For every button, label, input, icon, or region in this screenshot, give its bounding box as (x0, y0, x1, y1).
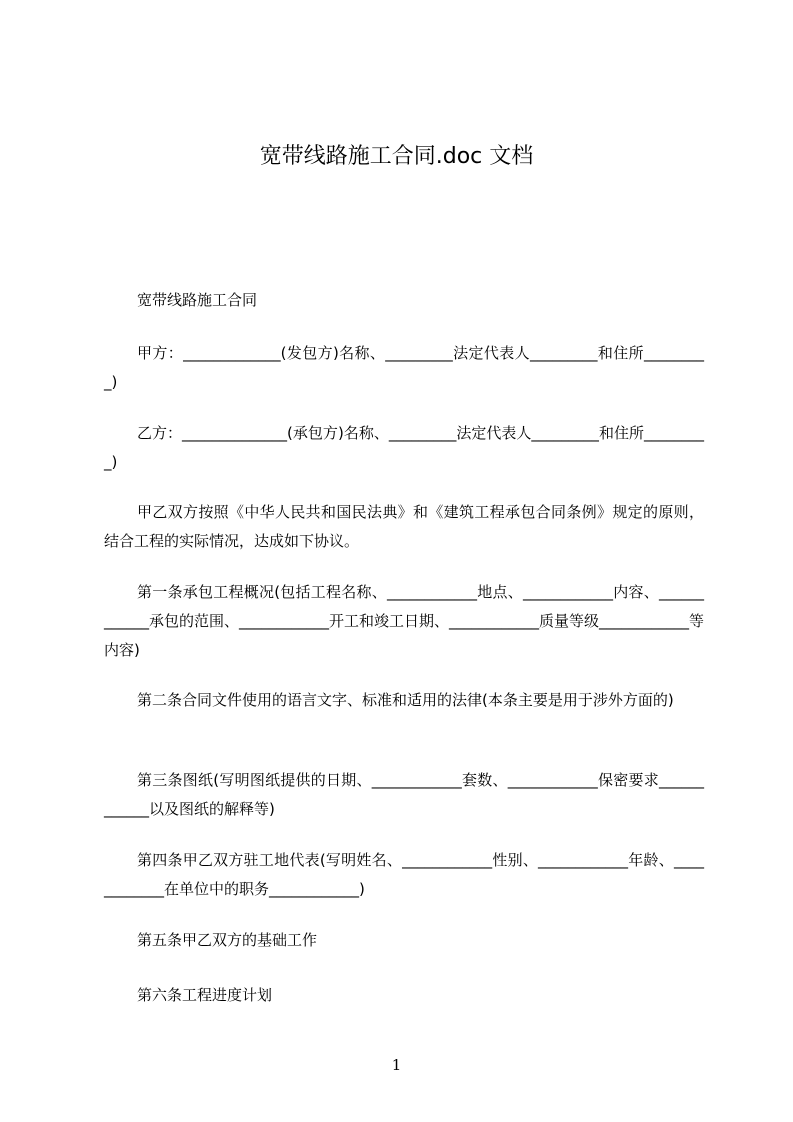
party-a-clause: 甲方：_____________(发包方)名称、_________法定代表人_________和住所_________) (104, 344, 704, 391)
agreement-preamble: 甲乙双方按照《中华人民共和国民法典》和《建筑工程承包合同条例》规定的原则，结合工程的实际情况，达成如下协议。 (104, 503, 704, 550)
article-6: 第六条工程进度计划 (137, 986, 273, 1004)
party-b-clause: 乙方：______________(承包方)名称、_________法定代表人_________和住所_________) (104, 424, 704, 471)
document-title: 宽带线路施工合同.doc 文档 (259, 144, 534, 169)
article-5: 第五条甲乙双方的基础工作 (137, 931, 318, 949)
contract-heading: 宽带线路施工合同 (137, 291, 258, 309)
article-4: 第四条甲乙双方驻工地代表(写明姓名、____________性别、____________年龄、____________在单位中的职务____________) (104, 851, 704, 898)
article-3: 第三条图纸(写明图纸提供的日期、____________套数、____________保密要求____________以及图纸的解释等) (104, 771, 704, 818)
article-1: 第一条承包工程概况(包括工程名称、____________地点、____________内容、____________承包的范围、____________开工和竣工日期、____________质量等级____________等内容) (104, 583, 705, 659)
article-2: 第二条合同文件使用的语言文字、标准和适用的法律(本条主要是用于涉外方面的) (137, 691, 674, 709)
page-number: 1 (391, 1056, 402, 1074)
